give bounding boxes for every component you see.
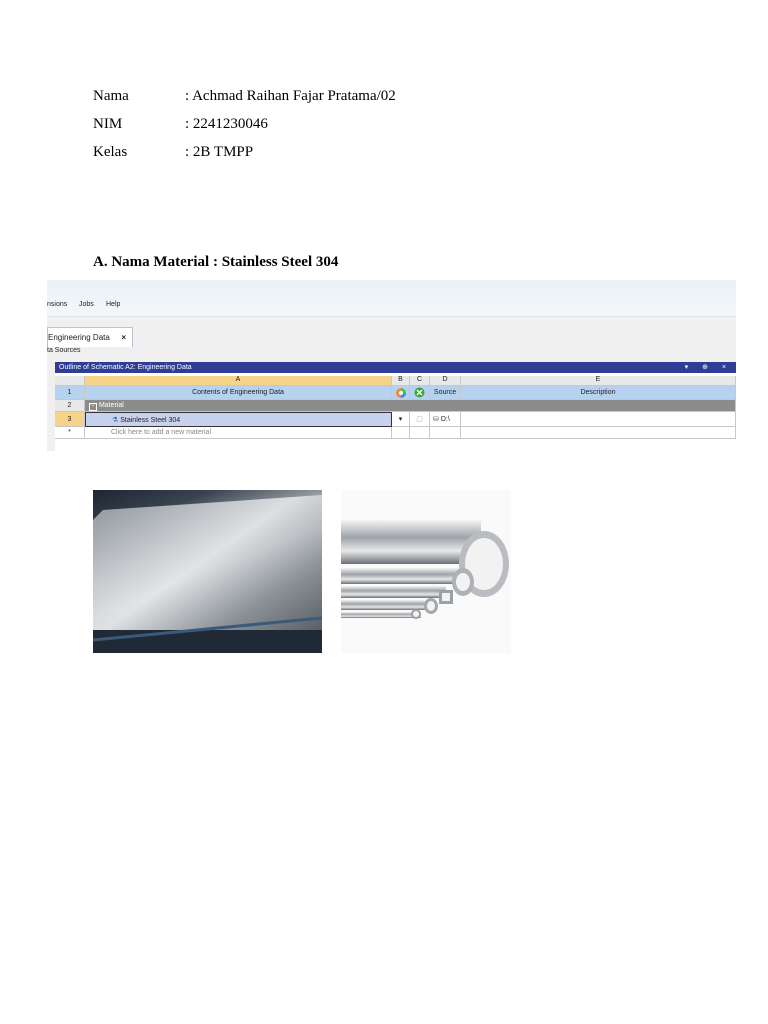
corner-cell — [55, 376, 85, 386]
section-heading: A. Nama Material : Stainless Steel 304 — [93, 254, 339, 270]
steel-pipes-photo — [341, 490, 511, 653]
empty-cell — [430, 427, 461, 439]
material-group[interactable] — [85, 400, 736, 412]
engineering-data-screenshot — [47, 280, 736, 451]
menu-item-extensions[interactable]: nsions — [47, 301, 68, 308]
row-number: 2 — [55, 400, 85, 412]
row-number: 1 — [55, 386, 85, 400]
material-icon: ⚗ — [112, 417, 119, 424]
menu-item-help[interactable]: Help — [106, 301, 121, 308]
name-label: Nama — [93, 88, 129, 104]
class-label: Kelas — [93, 144, 128, 160]
menu-bar — [47, 280, 736, 316]
tab-engineering-data[interactable] — [47, 327, 133, 347]
source-cell — [430, 412, 461, 427]
table-row — [55, 400, 736, 412]
column-header-row — [55, 376, 736, 386]
color-wheel-icon — [392, 386, 410, 400]
source-header: Source — [430, 386, 461, 400]
nim-value: : 2241230046 — [185, 116, 268, 132]
table-row[interactable] — [55, 427, 736, 439]
description-header: Description — [461, 386, 736, 400]
row-number: * — [55, 427, 85, 439]
row-number: 3 — [55, 412, 85, 427]
checkbox-icon[interactable]: ▢ — [410, 412, 430, 427]
suppress-icon — [410, 386, 430, 400]
name-value: : Achmad Raihan Fajar Pratama/02 — [185, 88, 396, 104]
close-icon[interactable]: × — [121, 333, 126, 342]
menu-item-jobs[interactable]: Jobs — [79, 301, 94, 308]
column-d[interactable]: D — [430, 376, 461, 386]
contents-header: Contents of Engineering Data — [85, 386, 392, 400]
panel-title-bar — [55, 362, 736, 373]
material-name: Stainless Steel 304 — [120, 417, 181, 424]
panel-title: Outline of Schematic A2: Engineering Data — [59, 364, 192, 371]
column-e[interactable]: E — [461, 376, 736, 386]
empty-cell — [392, 427, 410, 439]
empty-cell — [461, 427, 736, 439]
tab-strip — [47, 316, 736, 347]
column-a[interactable]: A — [85, 376, 392, 386]
empty-cell — [410, 427, 430, 439]
panel-controls[interactable]: ▾ ⊕ × — [684, 364, 732, 371]
library-icon: ⛁ — [433, 416, 439, 423]
class-value: : 2B TMPP — [185, 144, 254, 160]
collapse-icon[interactable]: − — [89, 403, 97, 411]
column-c[interactable]: C — [410, 376, 430, 386]
add-material-input[interactable]: Click here to add a new material — [85, 427, 392, 439]
tab-label: Engineering Data — [48, 333, 110, 342]
dropdown-arrow-icon[interactable]: ▾ — [392, 412, 410, 427]
source-value: D:\ — [440, 416, 450, 423]
material-cell[interactable] — [85, 412, 392, 427]
table-row — [55, 386, 736, 400]
data-sources-label: ta Sources — [47, 347, 81, 354]
table-row[interactable] — [55, 412, 736, 427]
outline-panel — [55, 362, 736, 451]
steel-sheet-photo — [93, 490, 322, 653]
description-cell[interactable] — [461, 412, 736, 427]
column-b[interactable]: B — [392, 376, 410, 386]
group-label: Material — [98, 402, 124, 409]
nim-label: NIM — [93, 116, 123, 132]
